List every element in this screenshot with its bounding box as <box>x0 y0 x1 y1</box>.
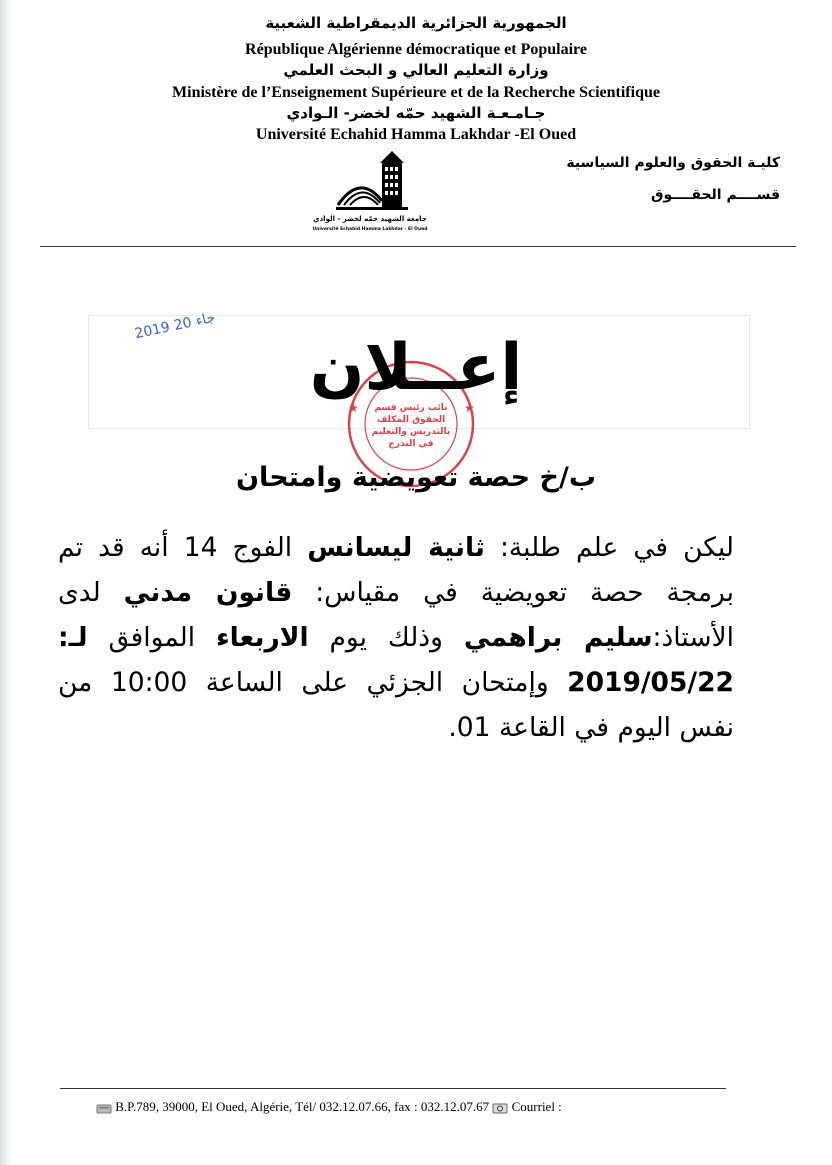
university-logo <box>312 143 440 238</box>
star-icon: ★ <box>348 401 359 415</box>
university-french: Université Echahid Hamma Lakhdar -El Oued <box>255 126 577 143</box>
ministry-arabic: وزارة التعليم العالي و البحث العلمي <box>283 61 549 79</box>
module-name: قانون مدني <box>123 577 293 608</box>
footer-courriel: Courriel : <box>511 1099 562 1114</box>
session-day: الاربعاء <box>216 622 309 653</box>
stamp-line-1: نائب رئيس قسم <box>374 403 448 413</box>
announcement-subtitle: ب/خ حصة تعويضية وامتحان <box>236 462 596 493</box>
footer-address: B.P.789, 39000, El Oued, Algérie, Tél/ 032.12.07.66, fax : 032.12.07.67 <box>115 1099 490 1114</box>
announcement-title: إعــلان <box>309 331 523 405</box>
header-divider <box>40 246 796 247</box>
ministry-french: Ministère de l’Enseignement Supérieure et de la Recherche Scientifique <box>172 84 660 101</box>
footer-divider <box>60 1088 726 1089</box>
date-prefix: لـ: <box>58 622 88 653</box>
scan-edge <box>0 0 14 1165</box>
department-name: قســــم الحقــــوق <box>650 187 780 203</box>
phone-icon <box>96 1103 112 1114</box>
logo-caption-french: Université Echahid Hamma Lakhdar - El Oued <box>312 227 428 232</box>
stamp-line-2: الحقوق المكلف <box>376 415 446 425</box>
announcement-body: ليكن في علم طلبة: ثانية ليسانس الفوج 14 أنه قد تم برمجة حصة تعويضية في مقياس: قانون مدني لدى الأستاذ:سليم براهمي وذلك يوم الاربعاء الموافق لـ: 2019/05/22 وإمتحان الجزئي على الساعة 10:00 من نفس اليوم في القاعة 01. <box>58 532 735 743</box>
logo-caption-arabic: جامعة الشهيد حمّه لخضر - الوادي <box>313 215 427 223</box>
republic-arabic: الجمهورية الجزائرية الديمقراطية الشعبية <box>265 14 567 32</box>
student-level: ثانية ليسانس <box>307 532 485 563</box>
footer-contact <box>96 1099 562 1115</box>
republic-french: République Algérienne démocratique et Populaire <box>245 41 587 58</box>
stamp-line-3: بالتدريس والتعليم <box>371 427 451 437</box>
university-arabic: جـامـعـة الشهيد حمّه لخضر- الـوادي <box>286 104 546 122</box>
star-icon: ★ <box>464 401 475 415</box>
stamp-line-4: في التدرج <box>388 439 434 449</box>
session-date: 2019/05/22 <box>567 667 734 698</box>
professor-name: سليم براهمي <box>463 622 653 653</box>
faculty-name: كليـة الحقوق والعلوم السياسية <box>566 155 780 171</box>
received-date-stamp: 2019 جاء 20 <box>133 309 217 343</box>
email-icon <box>492 1103 508 1114</box>
